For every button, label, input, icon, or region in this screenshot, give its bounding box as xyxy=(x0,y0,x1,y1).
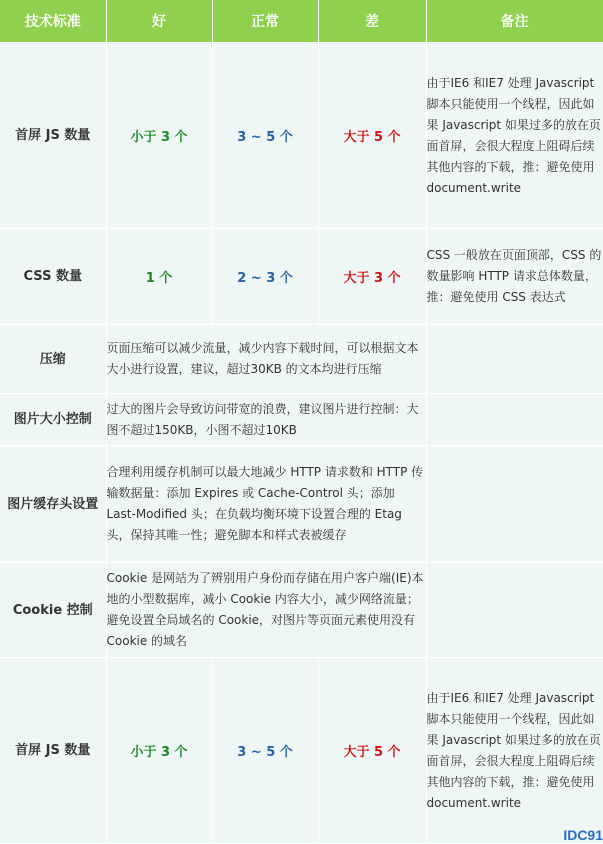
bad-value: 大于 5 个 xyxy=(318,658,426,844)
bad-value: 大于 3 个 xyxy=(318,229,426,325)
table-row xyxy=(0,446,603,563)
header-standard: 技术标准 xyxy=(0,0,106,43)
table-header-row xyxy=(0,0,603,43)
table-row xyxy=(0,658,603,844)
note-text: 由于IE6 和IE7 处理 Javascript 脚本只能使用一个线程，因此如果 Javascript 如果过多的放在页面首屏，会很大程度上阻碍后续其他内容的下载，推：避免使用 document.write xyxy=(426,658,603,844)
note-empty xyxy=(426,446,603,563)
row-name: 图片大小控制 xyxy=(0,394,106,446)
table-row xyxy=(0,394,603,446)
good-value: 小于 3 个 xyxy=(106,43,212,229)
normal-value: 3 ~ 5 个 xyxy=(212,658,318,844)
description-text: 页面压缩可以减少流量，减少内容下载时间，可以根据文本大小进行设置，建议，超过30KB 的文本均进行压缩 xyxy=(106,325,426,394)
good-value: 1 个 xyxy=(106,229,212,325)
normal-value: 3 ~ 5 个 xyxy=(212,43,318,229)
note-text: CSS 一般放在页面顶部，CSS 的数量影响 HTTP 请求总体数量，推：避免使用 CSS 表达式 xyxy=(426,229,603,325)
row-name: 压缩 xyxy=(0,325,106,394)
bad-value: 大于 5 个 xyxy=(318,43,426,229)
table-row xyxy=(0,229,603,325)
row-name: 首屏 JS 数量 xyxy=(0,658,106,844)
site-watermark: IDC91 xyxy=(563,827,603,843)
note-text: 由于IE6 和IE7 处理 Javascript 脚本只能使用一个线程，因此如果 Javascript 如果过多的放在页面首屏，会很大程度上阻碍后续其他内容的下载，推：避免使用 document.write xyxy=(426,43,603,229)
note-empty xyxy=(426,394,603,446)
header-note: 备注 xyxy=(426,0,603,43)
description-text: Cookie 是网站为了辨别用户身份而存储在用户客户端(IE)本地的小型数据库，减小 Cookie 内容大小，减少网络流量；避免设置全局域名的 Cookie，对图片等页面元素使用没有 Cookie 的域名 xyxy=(106,563,426,658)
table-row xyxy=(0,325,603,394)
row-name: Cookie 控制 xyxy=(0,563,106,658)
row-name: 图片缓存头设置 xyxy=(0,446,106,563)
header-normal: 正常 xyxy=(212,0,318,43)
description-text: 合理利用缓存机制可以最大地减少 HTTP 请求数和 HTTP 传输数据量：添加 Expires 或 Cache-Control 头；添加 Last-Modified 头；在负载均衡环境下设置合理的 Etag 头，保持其唯一性；避免脚本和样式表被缓存 xyxy=(106,446,426,563)
row-name: CSS 数量 xyxy=(0,229,106,325)
note-empty xyxy=(426,325,603,394)
normal-value: 2 ~ 3 个 xyxy=(212,229,318,325)
note-empty xyxy=(426,563,603,658)
table-row xyxy=(0,563,603,658)
row-name: 首屏 JS 数量 xyxy=(0,43,106,229)
header-good: 好 xyxy=(106,0,212,43)
description-text: 过大的图片会导致访问带宽的浪费，建议图片进行控制：大图不超过150KB，小图不超过10KB xyxy=(106,394,426,446)
good-value: 小于 3 个 xyxy=(106,658,212,844)
header-bad: 差 xyxy=(318,0,426,43)
table-row xyxy=(0,43,603,229)
